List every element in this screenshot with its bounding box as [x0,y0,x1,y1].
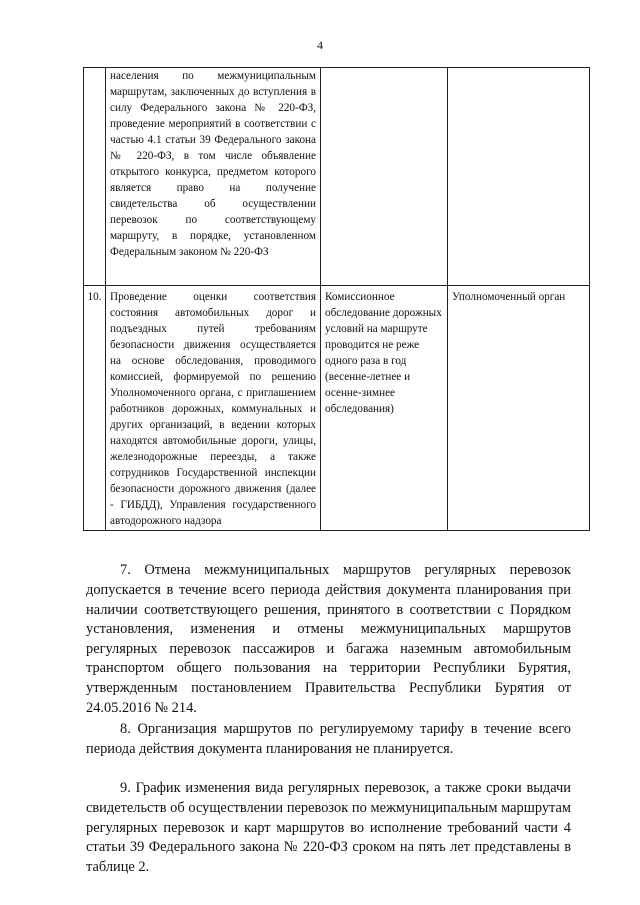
table-row [84,286,590,531]
row-number-cell [84,68,106,286]
paragraph-9: 9. График изменения вида регулярных перевозок, а также сроки выдачи свидетельств об осуществлении перевозок по межмуниципальным маршрутам регулярных перевозок и карт маршрутов во исполнение требований части 4 статьи 39 Федерального закона № 220-ФЗ сроком на пять лет представлены в таблице 2. [86,780,571,875]
responsible-cell [448,68,590,286]
event-description-cell: населения по межмуниципальным маршрутам, заключенных до вступления в силу Федерального закона № 220-ФЗ, проведение мероприятий в соответствии с частью 4.1 статьи 39 Федерального закона № 220-ФЗ, в том числе объявление открытого конкурса, предметом которого является право на получение свидетельства об осуществлении перевозок по соответствующему маршруту, в порядке, установленном Федеральным законом № 220-ФЗ [106,68,321,286]
event-term-cell: Комиссионное обследование дорожных условий на маршруте проводится не реже одного раза в год (весенне-летнее и осенне-зимнее обследования) [321,286,448,531]
responsible-cell: Уполномоченный орган [448,286,590,531]
row-number-cell: 10. [84,286,106,531]
paragraph-8: 8. Организация маршрутов по регулируемому тарифу в течение всего периода действия документа планирования не планируется. [86,721,571,757]
event-term-cell [321,68,448,286]
event-description-cell: Проведение оценки соответствия состояния автомобильных дорог и подъездных путей требованиям безопасности движения осуществляется на основе обследования, проводимого комиссией, формируемой по решению Уполномоченного органа, с приглашением работников дорожных, коммунальных и других организаций, в ведении которых находятся автомобильные дороги, улицы, железнодорожные переезды, а также сотрудников Государственной инспекции безопасности дорожного движения (далее - ГИБДД), Управления государственного автодорожного надзора [106,286,321,531]
paragraph-7: 7. Отмена межмуниципальных маршрутов регулярных перевозок допускается в течение всего периода действия документа планирования при наличии соответствующего решения, принятого в соответствии с Порядком установления, изменения и отмены межмуниципальных маршрутов регулярных перевозок пассажиров и багажа наземным автомобильным транспортом общего пользования на территории Республики Бурятия, утвержденным постановлением Правительства Республики Бурятия от 24.05.2016 № 214. [86,562,571,716]
page-number: 4 [317,38,323,52]
planning-table [83,67,590,531]
table-row [84,68,590,286]
